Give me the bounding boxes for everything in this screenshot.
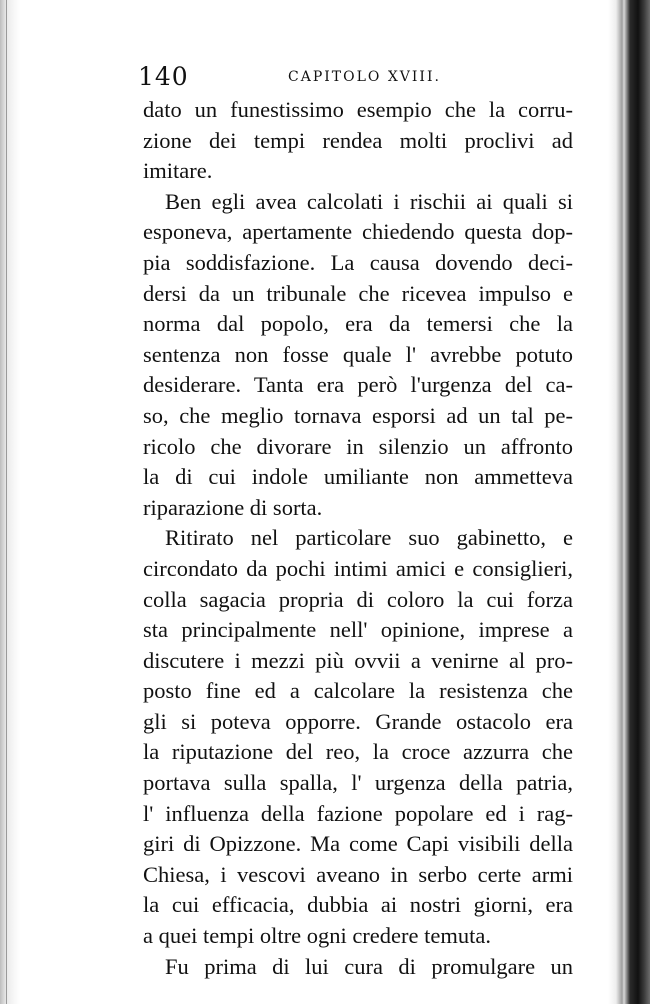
- text-line: Fu prima di lui cura di promulgare un: [165, 953, 573, 979]
- text-line: ricolo che divorare in silenzio un affronto: [143, 433, 573, 459]
- book-spine-edge: [608, 0, 650, 1004]
- page-left-edge: [0, 0, 20, 1004]
- text-line: sta principalmente nell' opinione, imprese a: [143, 617, 573, 643]
- text-line: Ben egli avea calcolati i rischii ai quali si: [165, 188, 573, 214]
- text-line: circondato da pochi intimi amici e consiglieri,: [143, 555, 573, 581]
- text-line: esponeva, apertamente chiedendo questa dop-: [143, 219, 573, 245]
- text-line: la riputazione del reo, la croce azzurra che: [143, 739, 573, 765]
- text-line: l' influenza della fazione popolare ed i rag-: [143, 800, 573, 826]
- running-head: CAPITOLO XVIII.: [288, 69, 441, 85]
- text-line: pia soddisfazione. La causa dovendo deci-: [143, 249, 573, 275]
- text-line: portava sulla spalla, l' urgenza della patria,: [143, 770, 573, 796]
- page-number: 140: [138, 62, 189, 91]
- text-line: dato un funestissimo esempio che la corru-: [143, 97, 573, 122]
- text-line: la di cui indole umiliante non ammetteva: [143, 464, 573, 490]
- text-line: la cui efficacia, dubbia ai nostri giorni, era: [143, 892, 573, 918]
- text-line: riparazione di sorta.: [143, 494, 323, 520]
- text-line: colla sagacia propria di coloro la cui forza: [143, 586, 573, 612]
- text-line: so, che meglio tornava esporsi ad un tal pe-: [143, 402, 573, 428]
- text-line: zione dei tempi rendea molti proclivi ad: [143, 127, 573, 153]
- text-line: Ritirato nel particolare suo gabinetto, e: [165, 525, 573, 551]
- text-line: a quei tempi oltre ogni credere temuta.: [143, 923, 491, 949]
- text-line: desiderare. Tanta era però l'urgenza del ca-: [143, 372, 573, 398]
- text-line: Chiesa, i vescovi aveano in serbo certe armi: [143, 861, 573, 887]
- text-line: dersi da un tribunale che ricevea impulso e: [143, 280, 573, 306]
- page-header: [138, 62, 578, 92]
- text-line: discutere i mezzi più ovvii a venirne al pro-: [143, 647, 573, 673]
- text-line: posto fine ed a calcolare la resistenza che: [143, 678, 573, 704]
- text-line: imitare.: [143, 158, 213, 184]
- text-line: sentenza non fosse quale l' avrebbe potuto: [143, 341, 573, 367]
- body-text: [143, 95, 573, 982]
- text-line: giri di Opizzone. Ma come Capi visibili della: [143, 831, 573, 857]
- text-line: gli si poteva opporre. Grande ostacolo era: [143, 708, 573, 734]
- text-line: norma dal popolo, era da temersi che la: [143, 311, 573, 337]
